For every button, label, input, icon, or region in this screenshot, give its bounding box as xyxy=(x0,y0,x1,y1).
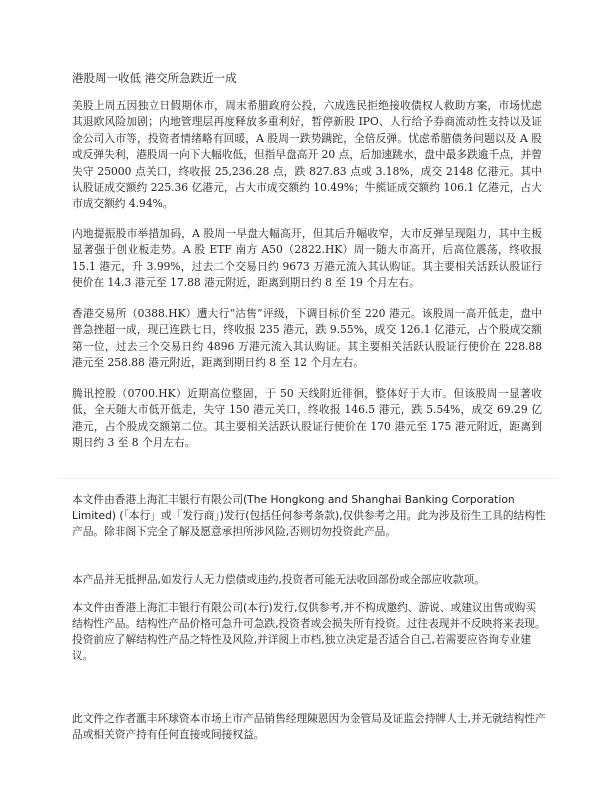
section-divider xyxy=(58,478,558,479)
article-title: 港股周一收低 港交所急跌近一成 xyxy=(72,71,237,85)
disclaimer-paragraph-issuer: 本文件由香港上海汇丰银行有限公司(The Hongkong and Shanghai Banking Corporation Limited) (「本行」或「发行商」)发行(包括任何参考条款),仅供参考之用。此为涉及衍生工具的结构性产品。除非阁下完全了解及愿意承担所涉风险,否则切勿投资此产品。 xyxy=(72,493,546,538)
article-paragraph-tencent: 腾讯控股（0700.HK）近期高位整固，于 50 天线附近徘徊，整体好于大市。但该股周一显著收低，全天随大市低开低走，失守 150 港元关口，终收报 146.5 港元，跌 5.54%，成交 69.29 亿港元，占个股成交额第二位。其主要相关活跃认股证行使价在 170 港元至 175 港元附近，距离到期日约 3 至 8 个月左右。 xyxy=(72,387,542,450)
disclaimer-paragraph-risk: 本文件由香港上海汇丰银行有限公司(本行)发行,仅供参考,并不构成邀约、游说、或建议出售或购买结构性产品。结构性产品价格可急升可急跌,投资者或会损失所有投资。过往表现并不反映将来表现。投资前应了解结构性产品之特性及风险,并详阅上市档,独立决定是否适合自己,若需要应咨询专业建议。 xyxy=(72,601,546,662)
disclaimer-paragraph-collateral: 本产品并无抵押品,如发行人无力偿债或违约,投资者可能无法收回部份或全部应收款项。 xyxy=(72,573,485,586)
disclaimer-paragraph-author: 此文件之作者滙丰环球资本市场上市产品销售经理陳恩因为金管局及证监会持牌人士,并无就结构性产品或相关资产持有任何直接或间接权益。 xyxy=(72,712,546,741)
article-paragraph-hkex: 香港交易所（0388.HK）遭大行“沽售”评级，下调目标价至 220 港元。该股周一高开低走，盘中普急挫超一成，现已连跌七日，终收报 235 港元，跌 9.55%，成交 126.1 亿港元，占个股成交额第一位，过去三个交易日约 4896 万港元流入其认购证。其主要相关活跃认股证行使价在 228.88 港元至 258.88 港元附近，距离到期日约 8 至 12 个月左右。 xyxy=(72,307,542,370)
article-paragraph-a-shares: 内地提振股市举措加码，A 股周一早盘大幅高开，但其后升幅收窄，大市反弹呈现阻力，其中主板显著强于创业板走势。A 股 ETF 南方 A50（2822.HK）周一随大市高开，后高位震荡，终收报 15.1 港元，升 3.99%，过去二个交易日约 9673 万港元流入其认购证。其主要相关活跃认股证行使价在 14.3 港元至 17.88 港元附近，距离到期日约 8 至 19 个月左右。 xyxy=(72,227,542,290)
article-paragraph-market-overview: 美股上周五因独立日假期休市，周末希腊政府公投，六成选民拒绝接收债权人救助方案，市场忧虑其退欧风险加剧；内地管理层再度释放多重利好，暂停新股 IPO、人行给予券商流动性支持以及证金公司入市等，投资者情绪略有回暖，A 股周一跌势蹒跎，全倍反弹。忧虑希腊债务问题以及 A 股或反弹失利，港股周一向下大幅收低，但指早盘高开 20 点，后加速跳水，盘中最多跌逾千点，并曾失守 25000 点关口，终收报 25,236.28 点，跌 827.83 点或 3.18%，成交 2148 亿港元。其中认股证成交额约 225.36 亿港元，占大市成交额约 10.49%；牛熊证成交额约 106.1 亿港元，占大市成交额约 4.94%。 xyxy=(72,99,542,211)
